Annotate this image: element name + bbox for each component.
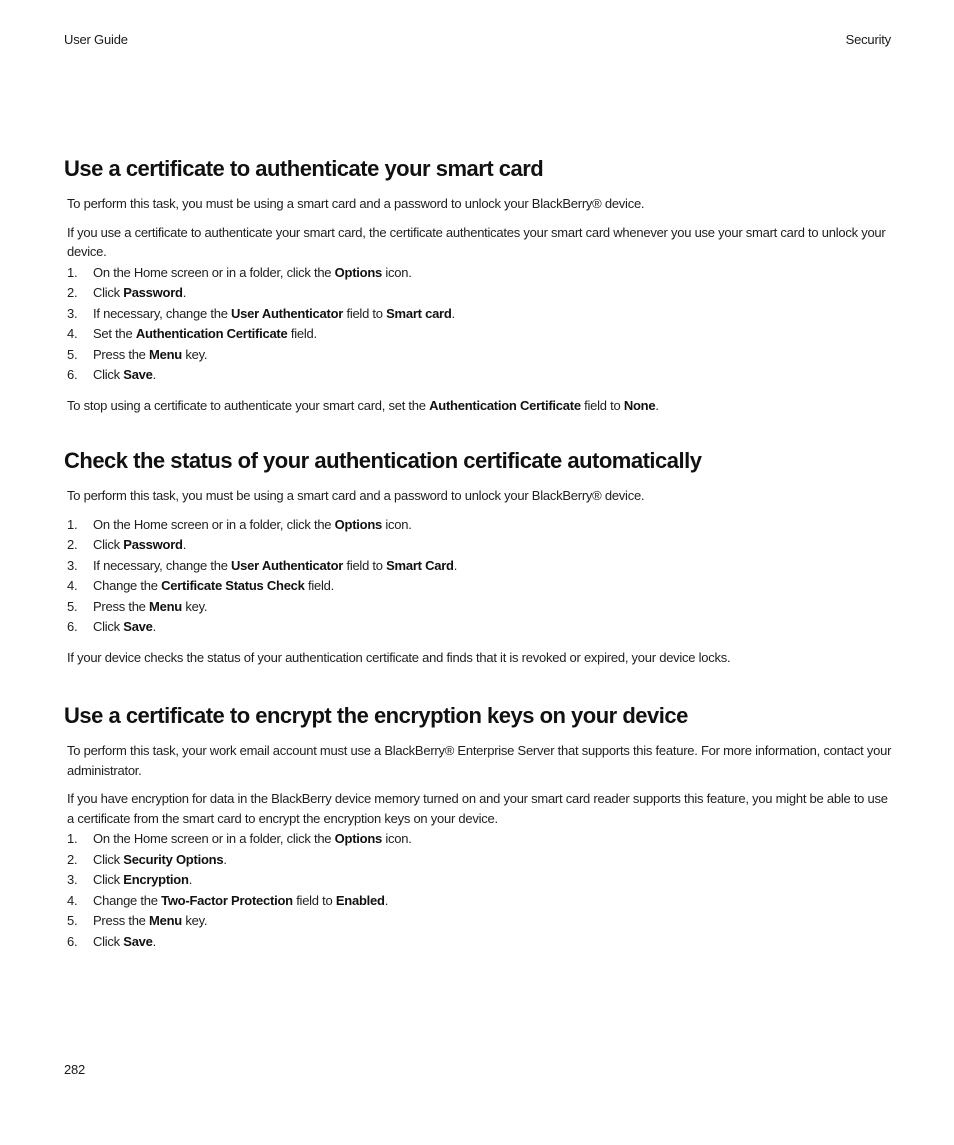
note-text: field to	[580, 398, 624, 414]
step-number: 1.	[67, 831, 78, 846]
note-text: .	[655, 398, 659, 414]
step-text: .	[384, 892, 389, 908]
step-text: field to	[292, 892, 336, 908]
step-text: Press the	[93, 598, 150, 614]
step-emphasis: Save	[123, 367, 153, 383]
prerequisite-text: To perform this task, you must be using a smart card and a password to unlock your BlackBerry® device.	[67, 488, 645, 503]
step-text: If necessary, change the	[93, 305, 232, 321]
step-emphasis: Save	[123, 933, 153, 949]
step-item	[67, 829, 894, 850]
note-emphasis: Authentication Certificate	[429, 398, 581, 414]
step-text: .	[152, 367, 157, 383]
section-heading: Check the status of your authentication certificate automatically	[64, 448, 702, 473]
step-item	[67, 283, 894, 304]
step-emphasis: Password	[123, 285, 183, 301]
page-number: 282	[64, 1062, 86, 1077]
step-text: .	[182, 537, 187, 553]
step-text: On the Home screen or in a folder, click the	[93, 264, 335, 280]
step-text: field to	[343, 557, 387, 573]
step-number: 5.	[67, 598, 78, 614]
step-text: Click	[93, 367, 124, 383]
step-text: key.	[181, 598, 208, 614]
step-emphasis: Authentication Certificate	[135, 326, 288, 342]
step-emphasis: Options	[334, 516, 383, 532]
step-item	[67, 911, 894, 932]
step-text: icon.	[382, 264, 412, 280]
step-item	[67, 891, 894, 912]
step-item	[67, 617, 894, 638]
step-text: Change the	[93, 578, 162, 594]
step-number: 3.	[67, 305, 78, 321]
step-item	[67, 850, 894, 871]
step-text: Click	[93, 872, 124, 888]
step-number: 3.	[67, 872, 78, 888]
section-heading: Use a certificate to encrypt the encryption keys on your device	[64, 703, 688, 728]
step-emphasis: Encryption	[123, 872, 189, 888]
step-text: key.	[181, 913, 208, 929]
step-text: Set the	[93, 326, 136, 342]
section-heading: Use a certificate to authenticate your smart card	[64, 156, 544, 181]
step-emphasis: Menu	[149, 913, 182, 929]
step-number: 4.	[67, 578, 78, 594]
step-number: 1.	[67, 516, 78, 532]
step-emphasis: Password	[123, 537, 183, 553]
step-text: .	[152, 619, 157, 635]
prerequisite-text: To perform this task, your work email account must use a BlackBerry® Enterprise Server that supports this feature. For more information, contact your administrator.	[67, 743, 892, 778]
step-emphasis: Two-Factor Protection	[161, 892, 293, 908]
step-item	[67, 515, 894, 536]
step-item	[67, 365, 894, 386]
step-item	[67, 932, 894, 953]
step-text: field.	[287, 326, 317, 342]
step-emphasis: Save	[123, 619, 153, 635]
step-number: 5.	[67, 913, 78, 929]
step-emphasis: User Authenticator	[231, 557, 344, 573]
step-emphasis: Smart card	[386, 305, 452, 321]
step-emphasis: Options	[334, 831, 383, 846]
step-text: field to	[343, 305, 387, 321]
step-item	[67, 535, 894, 556]
section-authenticate-smart-card	[64, 154, 894, 425]
step-number: 2.	[67, 537, 78, 553]
step-text: field.	[304, 578, 334, 594]
step-item	[67, 263, 894, 284]
section-encrypt-encryption-keys	[64, 701, 894, 963]
step-number: 5.	[67, 346, 78, 362]
closing-note	[67, 396, 894, 416]
step-number: 2.	[67, 851, 78, 867]
step-emphasis: User Authenticator	[231, 305, 344, 321]
prerequisite-text: To perform this task, you must be using a smart card and a password to unlock your BlackBerry® device.	[67, 196, 645, 211]
step-number: 6.	[67, 619, 78, 635]
note-text: To stop using a certificate to authenticate your smart card, set the	[67, 398, 430, 414]
step-number: 6.	[67, 933, 78, 949]
step-item	[67, 345, 894, 366]
step-number: 6.	[67, 367, 78, 383]
step-text: Click	[93, 933, 124, 949]
step-text: On the Home screen or in a folder, click the	[93, 516, 335, 532]
step-item	[67, 556, 894, 577]
step-text: Press the	[93, 346, 150, 362]
step-number: 4.	[67, 892, 78, 908]
step-item	[67, 304, 894, 325]
step-text: .	[451, 305, 455, 321]
step-text: Click	[93, 285, 124, 301]
description-text: If you have encryption for data in the BlackBerry device memory turned on and your smart card reader supports this feature, you might be able to use a certificate from the smart card to encrypt the encryption keys on your device.	[67, 791, 888, 826]
note-emphasis: None	[623, 398, 656, 414]
step-text: .	[223, 851, 227, 867]
step-text: .	[188, 872, 193, 888]
step-text: icon.	[382, 831, 412, 846]
step-text: Press the	[93, 913, 150, 929]
step-text: On the Home screen or in a folder, click the	[93, 831, 335, 846]
step-text: key.	[181, 346, 208, 362]
step-text: If necessary, change the	[93, 557, 232, 573]
step-emphasis: Options	[334, 264, 383, 280]
step-text: Click	[93, 851, 124, 867]
step-emphasis: Smart Card	[386, 557, 454, 573]
step-item	[67, 576, 894, 597]
steps-list	[67, 829, 894, 953]
step-text: .	[152, 933, 157, 949]
description-text: If you use a certificate to authenticate your smart card, the certificate authenticates your smart card whenever you use your smart card to unlock your device.	[67, 224, 886, 259]
step-item	[67, 324, 894, 345]
step-number: 1.	[67, 264, 78, 280]
step-number: 4.	[67, 326, 78, 342]
document-title: User Guide	[64, 32, 128, 47]
step-number: 2.	[67, 285, 78, 301]
step-text: icon.	[382, 516, 412, 532]
step-text: Click	[93, 619, 124, 635]
step-emphasis: Security Options	[123, 851, 224, 867]
step-number: 3.	[67, 557, 78, 573]
step-text: .	[182, 285, 187, 301]
step-emphasis: Enabled	[335, 892, 385, 908]
step-text: Change the	[93, 892, 162, 908]
step-item	[67, 870, 894, 891]
closing-note: If your device checks the status of your authentication certificate and finds that it is revoked or expired, your device locks.	[67, 650, 731, 666]
step-text: .	[453, 557, 458, 573]
step-item	[67, 597, 894, 618]
section-check-certificate-status	[64, 446, 894, 677]
page-header	[64, 32, 891, 50]
step-emphasis: Certificate Status Check	[161, 578, 305, 594]
step-emphasis: Menu	[149, 598, 182, 614]
chapter-title: Security	[845, 32, 891, 47]
step-emphasis: Menu	[149, 346, 182, 362]
steps-list	[67, 263, 894, 387]
steps-list	[67, 515, 894, 639]
step-text: Click	[93, 537, 124, 553]
